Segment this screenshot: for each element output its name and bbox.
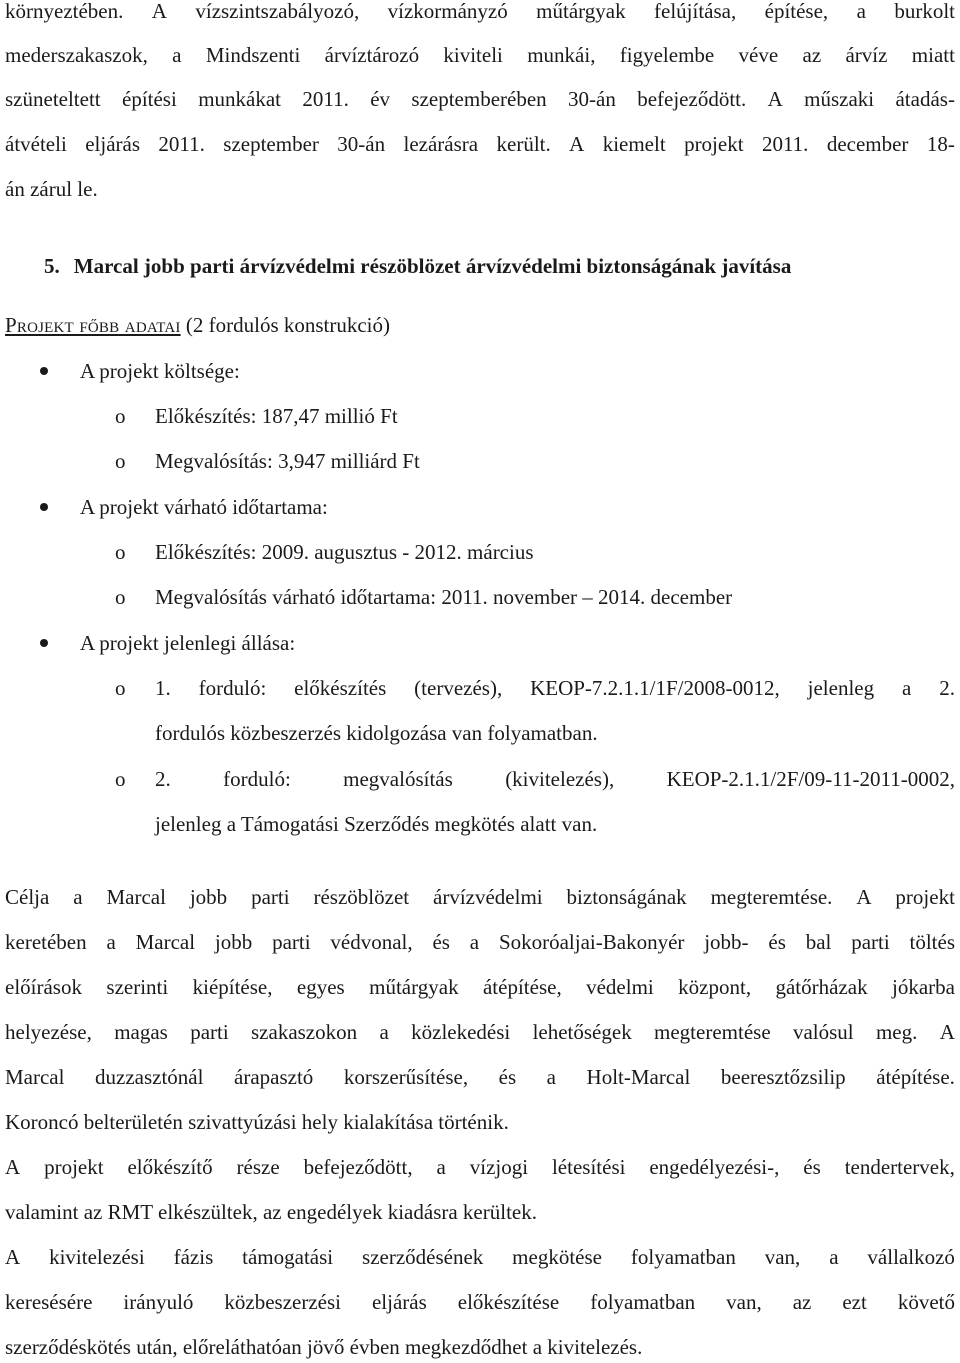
body-p3-line-3: szerződéskötés után, előreláthatóan jövő évben megkezdődhet a kivitelezés. <box>5 1335 643 1359</box>
body-p2-line-1 <box>5 1154 955 1180</box>
word: szeptemberében <box>411 87 547 111</box>
word: Marcal <box>135 930 196 954</box>
word: van, <box>726 1290 762 1314</box>
sub-bullet-marker: o <box>115 540 126 564</box>
word: jobb- <box>704 930 749 954</box>
word: létesítési <box>551 1155 626 1179</box>
bullet-dot <box>40 503 48 511</box>
word: helyezése, <box>5 1020 92 1044</box>
word: projekt <box>895 885 955 909</box>
word: és <box>768 930 786 954</box>
word: átépítése, <box>482 975 562 999</box>
sub-bullet-text: Megvalósítás: 3,947 milliárd Ft <box>155 449 420 473</box>
word: december <box>826 132 909 156</box>
sub-bullet-text: Előkészítés: 2009. augusztus - 2012. március <box>155 540 534 564</box>
word: a <box>436 1155 446 1179</box>
word: lezárásra <box>403 132 479 156</box>
status-item-1-line-2: fordulós közbeszerzés kidolgozása van folyamatban. <box>155 721 598 745</box>
project-data-subheading <box>5 312 390 338</box>
word: beeresztőzsilip <box>720 1065 846 1089</box>
section-number: 5. <box>44 254 60 278</box>
word: átépítése. <box>876 1065 955 1089</box>
word: kiemelt <box>602 132 666 156</box>
sub-bullet-marker: o <box>115 585 126 609</box>
word: véve <box>738 43 779 67</box>
section-title: Marcal jobb parti árvízvédelmi részöblözet árvízvédelmi biztonságának javítása <box>73 254 792 278</box>
word: A <box>5 1245 21 1269</box>
word: forduló: <box>223 767 291 791</box>
word: (tervezés), <box>414 676 503 700</box>
word: szeptember <box>223 132 319 156</box>
word: és <box>498 1065 517 1089</box>
word: parti <box>190 1020 229 1044</box>
word: építése, <box>764 0 829 23</box>
word: magas <box>114 1020 168 1044</box>
intro-line-1 <box>5 0 955 24</box>
word: 2. <box>155 767 171 791</box>
word: A <box>569 132 585 156</box>
word: fázis <box>173 1245 214 1269</box>
word: van, <box>764 1245 801 1269</box>
word: árvíztározó <box>324 43 420 67</box>
word: Marcal <box>106 885 166 909</box>
word: jókarba <box>892 975 955 999</box>
word: megkötése <box>512 1245 602 1269</box>
word: építési <box>122 87 177 111</box>
word: a <box>469 930 480 954</box>
word: műszaki <box>804 87 875 111</box>
word: Marcal <box>5 1065 65 1089</box>
word: műtárgyak <box>536 0 626 23</box>
word: A <box>151 0 167 23</box>
body-p1-line-4 <box>5 1019 955 1045</box>
word: 2011. <box>302 87 349 111</box>
word: meg. <box>875 1020 918 1044</box>
word: és <box>803 1155 821 1179</box>
word: előírások <box>5 975 82 999</box>
word: A <box>856 885 872 909</box>
word: eljárás <box>371 1290 427 1314</box>
word: parti <box>851 930 890 954</box>
word: projekt <box>684 132 744 156</box>
word: A <box>5 1155 21 1179</box>
word: a <box>546 1065 556 1089</box>
word: (kivitelezés), <box>505 767 615 791</box>
word: az <box>802 43 822 67</box>
word: követő <box>897 1290 955 1314</box>
word: munkákat <box>198 87 281 111</box>
word: A <box>939 1020 955 1044</box>
word: a <box>106 930 116 954</box>
word: miatt <box>911 43 955 67</box>
word: előkészítő <box>127 1155 213 1179</box>
word: vízszintszabályozó, <box>195 0 360 23</box>
word: környeztében. <box>5 0 124 23</box>
word: felújítása, <box>654 0 737 23</box>
body-p3-line-2 <box>5 1289 955 1315</box>
project-data-construction: (2 fordulós konstrukció) <box>180 313 391 337</box>
word: a <box>73 885 83 909</box>
word: lehetőségek <box>532 1020 632 1044</box>
word: duzzasztónál <box>95 1065 204 1089</box>
word: figyelembe <box>619 43 715 67</box>
body-p1-line-6: Koroncó belterületén szivattyúzási hely kialakítása történik. <box>5 1110 509 1134</box>
word: év <box>370 87 391 111</box>
word: eljárás <box>85 132 140 156</box>
word: Célja <box>5 885 50 909</box>
word: megteremtése. <box>710 885 833 909</box>
word: előkészítése <box>457 1290 560 1314</box>
word: irányuló <box>123 1290 194 1314</box>
body-p1-line-3 <box>5 974 955 1000</box>
word: egyes <box>296 975 345 999</box>
word: Sokoróaljai-Bakonyér <box>498 930 685 954</box>
word: Holt-Marcal <box>586 1065 691 1089</box>
word: kiviteli <box>443 43 503 67</box>
word: szüneteltett <box>5 87 101 111</box>
word: árvíz <box>845 43 888 67</box>
word: bal <box>805 930 832 954</box>
bullet-dot <box>40 367 48 375</box>
word: jelenleg <box>807 676 875 700</box>
body-p1-line-1 <box>5 884 955 910</box>
bullet-dot <box>40 639 48 647</box>
word: korszerűsítése, <box>343 1065 469 1089</box>
body-p3-line-1 <box>5 1244 955 1270</box>
word: műtárgyak <box>369 975 459 999</box>
word: kivitelezési <box>49 1245 145 1269</box>
word: a <box>829 1245 839 1269</box>
word: 2011. <box>158 132 205 156</box>
intro-line-3 <box>5 86 955 112</box>
status-item-1-line-1 <box>155 675 955 701</box>
word: Mindszenti <box>205 43 301 67</box>
word: biztonságának <box>566 885 687 909</box>
word: keresésére <box>5 1290 93 1314</box>
word: töltés <box>909 930 955 954</box>
sub-bullet-marker: o <box>115 676 126 700</box>
word: szakaszokon <box>251 1020 358 1044</box>
word: árvízvédelmi <box>433 885 543 909</box>
word: gátőrházak <box>775 975 868 999</box>
word: folyamatban <box>590 1290 696 1314</box>
status-item-2-line-1 <box>155 766 955 792</box>
word: védvonal, <box>330 930 413 954</box>
word: a <box>172 43 182 67</box>
word: támogatási <box>242 1245 334 1269</box>
word: projekt <box>44 1155 104 1179</box>
word: A <box>767 87 783 111</box>
word: folyamatban <box>630 1245 736 1269</box>
word: előkészítés <box>294 676 387 700</box>
word: került. <box>496 132 551 156</box>
word: 2. <box>939 676 955 700</box>
sub-bullet-text: Megvalósítás várható időtartama: 2011. november – 2014. december <box>155 585 733 609</box>
bullet-status-label: A projekt jelenlegi állása: <box>80 631 296 655</box>
word: jobb <box>189 885 228 909</box>
word: forduló: <box>198 676 267 700</box>
word: engedélyezési-, <box>649 1155 780 1179</box>
bullet-cost-label: A projekt költsége: <box>80 359 240 383</box>
word: 2011. <box>761 132 809 156</box>
word: befejeződött, <box>303 1155 413 1179</box>
sub-bullet-marker: o <box>115 767 126 791</box>
word: az <box>792 1290 812 1314</box>
word: kiépítése, <box>192 975 273 999</box>
word: részöblözet <box>313 885 410 909</box>
word: része <box>236 1155 280 1179</box>
word: vízjogi <box>469 1155 529 1179</box>
word: ezt <box>842 1290 867 1314</box>
body-p1-line-5 <box>5 1064 955 1090</box>
word: és <box>432 930 450 954</box>
word: árapasztó <box>234 1065 314 1089</box>
word: burkolt <box>894 0 955 23</box>
word: a <box>901 676 912 700</box>
sub-bullet-marker: o <box>115 404 126 428</box>
project-data-caps: Projekt főbb adatai <box>5 313 181 337</box>
word: munkái, <box>527 43 596 67</box>
intro-line-4 <box>5 131 955 157</box>
word: 18- <box>926 132 955 156</box>
word: szerződésének <box>362 1245 484 1269</box>
word: parti <box>251 885 290 909</box>
word: 30-án <box>337 132 386 156</box>
section-heading <box>44 253 791 279</box>
intro-line-5: án zárul le. <box>5 177 98 201</box>
word: KEOP-7.2.1.1/1F/2008-0012, <box>530 676 780 700</box>
word: megteremtése <box>654 1020 771 1044</box>
word: vízkormányzó <box>387 0 508 23</box>
sub-bullet-marker: o <box>115 449 126 473</box>
word: közlekedési <box>411 1020 511 1044</box>
word: mederszakaszok, <box>5 43 148 67</box>
body-p2-line-2: valamint az RMT elkészültek, az engedélyek kiadásra kerültek. <box>5 1200 537 1224</box>
word: 30-án <box>568 87 616 111</box>
word: keretében <box>5 930 87 954</box>
word: parti <box>272 930 311 954</box>
word: átadás- <box>895 87 955 111</box>
word: valósul <box>792 1020 854 1044</box>
word: közbeszerzési <box>224 1290 341 1314</box>
status-item-2-line-2: jelenleg a Támogatási Szerződés megkötés alatt van. <box>155 812 598 836</box>
sub-bullet-text: Előkészítés: 187,47 millió Ft <box>155 404 398 428</box>
word: a <box>856 0 866 23</box>
word: befejeződött. <box>637 87 747 111</box>
word: vállalkozó <box>867 1245 955 1269</box>
bullet-duration-label: A projekt várható időtartama: <box>80 495 328 519</box>
word: tendertervek, <box>844 1155 955 1179</box>
word: 1. <box>155 676 171 700</box>
word: átvételi <box>5 132 67 156</box>
word: jobb <box>214 930 253 954</box>
word: KEOP-2.1.1/2F/09-11-2011-0002, <box>666 767 955 791</box>
body-p1-line-2 <box>5 929 955 955</box>
intro-line-2 <box>5 42 955 68</box>
word: központ, <box>678 975 752 999</box>
word: a <box>379 1020 389 1044</box>
word: védelmi <box>586 975 654 999</box>
word: szerinti <box>106 975 169 999</box>
word: megvalósítás <box>343 767 453 791</box>
